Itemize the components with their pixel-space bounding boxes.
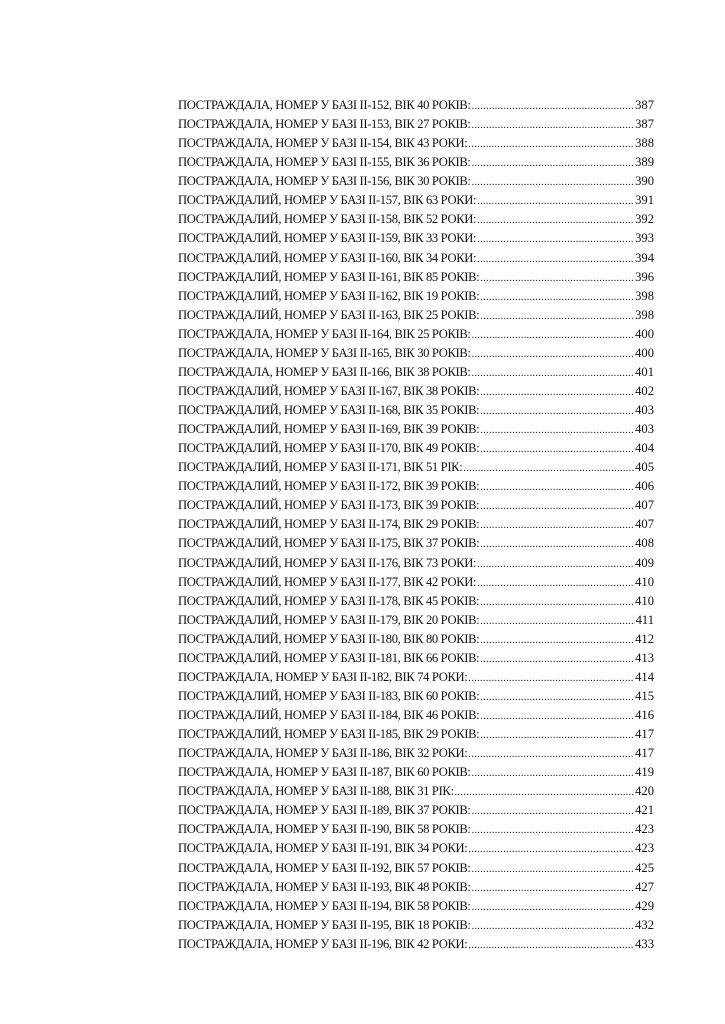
toc-dot-leader (477, 574, 634, 592)
toc-page-number: 389 (635, 155, 654, 170)
toc-dot-leader (480, 288, 634, 306)
toc-page-number: 423 (635, 841, 654, 856)
toc-page-number: 390 (635, 174, 654, 189)
toc-page-number: 417 (635, 727, 654, 742)
toc-entry-label: ПОСТРАЖДАЛИЙ, НОМЕР У БАЗІ ІІ-177, ВІК 42 РОКИ: (178, 574, 477, 589)
toc-dot-leader (472, 364, 635, 382)
toc-entry[interactable] (178, 916, 654, 935)
toc-entry[interactable] (178, 439, 654, 458)
toc-entry-label: ПОСТРАЖДАЛИЙ, НОМЕР У БАЗІ ІІ-181, ВІК 66 РОКІВ: (178, 650, 480, 665)
toc-dot-leader (472, 97, 635, 115)
toc-dot-leader (472, 345, 635, 363)
toc-dot-leader (472, 802, 635, 820)
toc-dot-leader (472, 898, 635, 916)
toc-dot-leader (468, 745, 634, 763)
toc-page-number: 396 (635, 269, 654, 284)
toc-page-number: 402 (635, 383, 654, 398)
toc-entry-label: ПОСТРАЖДАЛИЙ, НОМЕР У БАЗІ ІІ-161, ВІК 85 РОКІВ: (178, 269, 480, 284)
toc-dot-leader (472, 326, 635, 344)
toc-page-number: 387 (635, 98, 654, 112)
toc-dot-leader (480, 421, 634, 439)
toc-page-number: 427 (635, 879, 654, 894)
toc-entry[interactable] (178, 534, 654, 553)
toc-dot-leader (468, 669, 634, 687)
toc-entry-label: ПОСТРАЖДАЛИЙ, НОМЕР У БАЗІ ІІ-184, ВІК 46 РОКІВ: (178, 708, 480, 722)
toc-entry[interactable] (178, 820, 654, 839)
toc-entry-label: ПОСТРАЖДАЛИЙ, НОМЕР У БАЗІ ІІ-168, ВІК 35 РОКІВ: (178, 403, 480, 417)
toc-entry-label: ПОСТРАЖДАЛИЙ, НОМЕР У БАЗІ ІІ-183, ВІК 60 РОКІВ: (178, 688, 480, 703)
toc-entry[interactable] (178, 878, 654, 897)
toc-entry[interactable] (178, 134, 654, 153)
table-of-contents (178, 96, 654, 954)
toc-dot-leader (472, 154, 635, 172)
toc-entry-label: ПОСТРАЖДАЛА, НОМЕР У БАЗІ ІІ-188, ВІК 31 РІК: (178, 784, 454, 799)
toc-dot-leader (480, 593, 634, 611)
toc-page-number: 423 (635, 822, 654, 837)
toc-entry-label: ПОСТРАЖДАЛА, НОМЕР У БАЗІ ІІ-191, ВІК 34 РОКИ: (178, 841, 468, 856)
toc-entry[interactable] (178, 573, 654, 592)
toc-entry-label: ПОСТРАЖДАЛИЙ, НОМЕР У БАЗІ ІІ-160, ВІК 34 РОКИ: (178, 250, 477, 265)
toc-entry-label: ПОСТРАЖДАЛИЙ, НОМЕР У БАЗІ ІІ-162, ВІК 19 РОКІВ: (178, 288, 480, 303)
toc-dot-leader (480, 726, 634, 744)
toc-entry[interactable] (178, 839, 654, 858)
toc-entry-label: ПОСТРАЖДАЛИЙ, НОМЕР У БАЗІ ІІ-158, ВІК 52 РОКИ: (178, 212, 477, 227)
toc-page-number: 412 (635, 631, 654, 646)
toc-entry-label: ПОСТРАЖДАЛИЙ, НОМЕР У БАЗІ ІІ-173, ВІК 39 РОКІВ: (178, 498, 480, 513)
toc-dot-leader (480, 478, 634, 496)
toc-entry[interactable] (178, 420, 654, 439)
toc-dot-leader (480, 650, 634, 668)
toc-entry-label: ПОСТРАЖДАЛА, НОМЕР У БАЗІ ІІ-193, ВІК 48 РОКІВ: (178, 879, 471, 894)
toc-entry[interactable] (178, 229, 654, 248)
toc-page-number: 421 (635, 803, 654, 818)
toc-page-number: 391 (635, 193, 654, 208)
toc-entry[interactable] (178, 115, 654, 134)
toc-page-number: 410 (635, 593, 654, 608)
toc-page-number: 416 (635, 708, 654, 722)
toc-dot-leader (477, 211, 634, 229)
toc-page-number: 433 (635, 936, 654, 951)
toc-entry-label: ПОСТРАЖДАЛА, НОМЕР У БАЗІ ІІ-194, ВІК 58 РОКІВ: (178, 898, 471, 913)
toc-page-number: 415 (635, 688, 654, 703)
toc-dot-leader (463, 459, 634, 477)
toc-entry[interactable] (178, 496, 654, 515)
toc-entry[interactable] (178, 401, 654, 420)
toc-page-number: 425 (635, 860, 654, 875)
toc-entry[interactable] (178, 96, 654, 115)
toc-entry[interactable] (178, 191, 654, 210)
toc-page-number: 400 (635, 326, 654, 341)
toc-entry-label: ПОСТРАЖДАЛА, НОМЕР У БАЗІ ІІ-186, ВІК 32 РОКИ: (178, 746, 468, 761)
toc-dot-leader (480, 631, 634, 649)
toc-entry-label: ПОСТРАЖДАЛИЙ, НОМЕР У БАЗІ ІІ-185, ВІК 29 РОКІВ: (178, 727, 480, 742)
toc-entry[interactable] (178, 268, 654, 287)
toc-entry[interactable] (178, 172, 654, 191)
toc-entry-label: ПОСТРАЖДАЛИЙ, НОМЕР У БАЗІ ІІ-170, ВІК 49 РОКІВ: (178, 441, 480, 456)
toc-page-number: 388 (635, 136, 654, 151)
toc-entry-label: ПОСТРАЖДАЛА, НОМЕР У БАЗІ ІІ-164, ВІК 25 РОКІВ: (178, 326, 471, 341)
toc-entry[interactable] (178, 649, 654, 668)
toc-page-number: 407 (635, 517, 654, 532)
toc-page-number: 393 (635, 231, 654, 246)
toc-dot-leader (472, 116, 635, 134)
toc-page-number: 398 (635, 288, 654, 303)
toc-entry[interactable] (178, 725, 654, 744)
toc-entry[interactable] (178, 706, 654, 725)
toc-entry[interactable] (178, 592, 654, 611)
toc-entry[interactable] (178, 306, 654, 325)
toc-page-number: 429 (635, 898, 654, 913)
toc-dot-leader (477, 555, 634, 573)
toc-dot-leader (480, 707, 634, 725)
toc-dot-leader (480, 440, 634, 458)
toc-page-number: 403 (635, 422, 654, 437)
toc-entry-label: ПОСТРАЖДАЛИЙ, НОМЕР У БАЗІ ІІ-174, ВІК 29 РОКІВ: (178, 517, 480, 532)
toc-page-number: 406 (635, 479, 654, 494)
toc-entry-label: ПОСТРАЖДАЛИЙ, НОМЕР У БАЗІ ІІ-159, ВІК 33 РОКИ: (178, 231, 477, 246)
toc-page-number: 407 (635, 498, 654, 513)
toc-dot-leader (472, 821, 635, 839)
toc-entry-label: ПОСТРАЖДАЛА, НОМЕР У БАЗІ ІІ-196, ВІК 42 РОКИ: (178, 936, 468, 951)
toc-dot-leader (468, 936, 634, 954)
toc-entry[interactable] (178, 153, 654, 172)
toc-entry[interactable] (178, 363, 654, 382)
toc-dot-leader (477, 192, 634, 210)
toc-dot-leader (472, 917, 635, 935)
toc-page-number: 403 (635, 403, 654, 417)
toc-dot-leader (472, 764, 635, 782)
toc-page-number: 392 (635, 212, 654, 227)
toc-dot-leader (472, 879, 635, 897)
toc-entry-label: ПОСТРАЖДАЛИЙ, НОМЕР У БАЗІ ІІ-178, ВІК 45 РОКІВ: (178, 593, 480, 608)
toc-page-number: 398 (635, 307, 654, 322)
toc-entry-label: ПОСТРАЖДАЛИЙ, НОМЕР У БАЗІ ІІ-172, ВІК 39 РОКІВ: (178, 479, 480, 494)
toc-entry[interactable] (178, 782, 654, 801)
toc-page-number: 409 (635, 555, 654, 570)
toc-entry[interactable] (178, 763, 654, 782)
toc-entry-label: ПОСТРАЖДАЛИЙ, НОМЕР У БАЗІ ІІ-157, ВІК 63 РОКИ: (178, 193, 477, 208)
toc-dot-leader (480, 402, 634, 420)
toc-page-number: 417 (635, 746, 654, 761)
toc-entry[interactable] (178, 611, 654, 630)
toc-entry-label: ПОСТРАЖДАЛА, НОМЕР У БАЗІ ІІ-190, ВІК 58 РОКІВ: (178, 822, 471, 837)
toc-entry[interactable] (178, 477, 654, 496)
toc-dot-leader (468, 840, 634, 858)
toc-entry[interactable] (178, 210, 654, 229)
toc-entry[interactable] (178, 668, 654, 687)
toc-entry[interactable] (178, 897, 654, 916)
toc-page-number: 410 (635, 574, 654, 589)
toc-entry-label: ПОСТРАЖДАЛИЙ, НОМЕР У БАЗІ ІІ-167, ВІК 38 РОКІВ: (178, 383, 480, 398)
toc-entry[interactable] (178, 554, 654, 573)
toc-entry-label: ПОСТРАЖДАЛИЙ, НОМЕР У БАЗІ ІІ-179, ВІК 20 РОКІВ: (178, 612, 480, 627)
toc-entry[interactable] (178, 801, 654, 820)
toc-entry[interactable] (178, 382, 654, 401)
toc-dot-leader (480, 612, 634, 630)
toc-page-number: 414 (635, 669, 654, 684)
toc-dot-leader (480, 383, 634, 401)
toc-entry-label: ПОСТРАЖДАЛИЙ, НОМЕР У БАЗІ ІІ-171, ВІК 51 РІК: (178, 460, 463, 475)
toc-entry-label: ПОСТРАЖДАЛИЙ, НОМЕР У БАЗІ ІІ-169, ВІК 39 РОКІВ: (178, 422, 480, 437)
toc-entry[interactable] (178, 744, 654, 763)
toc-page-number: 408 (635, 536, 654, 551)
toc-page-number: 432 (635, 917, 654, 932)
toc-entry-label: ПОСТРАЖДАЛИЙ, НОМЕР У БАЗІ ІІ-176, ВІК 73 РОКИ: (178, 555, 477, 570)
toc-entry-label: ПОСТРАЖДАЛА, НОМЕР У БАЗІ ІІ-166, ВІК 38 РОКІВ: (178, 364, 471, 379)
toc-page-number: 387 (635, 117, 654, 132)
toc-entry-label: ПОСТРАЖДАЛА, НОМЕР У БАЗІ ІІ-165, ВІК 30 РОКІВ: (178, 345, 471, 360)
toc-entry[interactable] (178, 344, 654, 363)
toc-entry-label: ПОСТРАЖДАЛА, НОМЕР У БАЗІ ІІ-153, ВІК 27 РОКІВ: (178, 117, 471, 132)
toc-entry-label: ПОСТРАЖДАЛА, НОМЕР У БАЗІ ІІ-154, ВІК 43 РОКИ: (178, 136, 468, 151)
toc-entry-label: ПОСТРАЖДАЛА, НОМЕР У БАЗІ ІІ-156, ВІК 30 РОКІВ: (178, 174, 471, 189)
toc-page-number: 413 (635, 650, 654, 665)
toc-dot-leader (480, 269, 634, 287)
toc-dot-leader (477, 250, 634, 268)
toc-entry-label: ПОСТРАЖДАЛА, НОМЕР У БАЗІ ІІ-152, ВІК 40 РОКІВ: (178, 98, 471, 112)
toc-entry-label: ПОСТРАЖДАЛА, НОМЕР У БАЗІ ІІ-189, ВІК 37 РОКІВ: (178, 803, 471, 818)
toc-entry-label: ПОСТРАЖДАЛА, НОМЕР У БАЗІ ІІ-192, ВІК 57 РОКІВ: (178, 860, 471, 875)
toc-page-number: 401 (635, 364, 654, 379)
toc-entry-label: ПОСТРАЖДАЛИЙ, НОМЕР У БАЗІ ІІ-180, ВІК 80 РОКІВ: (178, 631, 480, 646)
toc-entry-label: ПОСТРАЖДАЛА, НОМЕР У БАЗІ ІІ-187, ВІК 60 РОКІВ: (178, 765, 471, 780)
toc-entry[interactable] (178, 325, 654, 344)
toc-page-number: 420 (635, 784, 654, 799)
toc-dot-leader (477, 230, 634, 248)
toc-entry[interactable] (178, 687, 654, 706)
toc-dot-leader (480, 535, 634, 553)
toc-page-number: 394 (635, 250, 654, 265)
toc-dot-leader (455, 783, 634, 801)
toc-entry-label: ПОСТРАЖДАЛИЙ, НОМЕР У БАЗІ ІІ-163, ВІК 25 РОКІВ: (178, 307, 480, 322)
toc-dot-leader (480, 497, 634, 515)
toc-entry-label: ПОСТРАЖДАЛА, НОМЕР У БАЗІ ІІ-182, ВІК 74 РОКИ: (178, 669, 468, 684)
toc-page-number: 411 (635, 612, 654, 627)
toc-entry-label: ПОСТРАЖДАЛА, НОМЕР У БАЗІ ІІ-195, ВІК 18 РОКІВ: (178, 917, 471, 932)
toc-entry-label: ПОСТРАЖДАЛА, НОМЕР У БАЗІ ІІ-155, ВІК 36 РОКІВ: (178, 155, 471, 170)
toc-dot-leader (480, 516, 634, 534)
toc-entry[interactable] (178, 287, 654, 306)
toc-dot-leader (480, 307, 634, 325)
toc-entry-label: ПОСТРАЖДАЛИЙ, НОМЕР У БАЗІ ІІ-175, ВІК 37 РОКІВ: (178, 536, 480, 551)
toc-dot-leader (472, 860, 635, 878)
toc-dot-leader (468, 135, 634, 153)
toc-dot-leader (472, 173, 635, 191)
toc-entry[interactable] (178, 515, 654, 534)
toc-dot-leader (480, 688, 634, 706)
toc-entry[interactable] (178, 458, 654, 477)
toc-page-number: 405 (635, 460, 654, 475)
toc-page-number: 419 (635, 765, 654, 780)
toc-page-number: 400 (635, 345, 654, 360)
toc-entry[interactable] (178, 859, 654, 878)
toc-page-number: 404 (635, 441, 654, 456)
toc-entry[interactable] (178, 935, 654, 954)
toc-entry[interactable] (178, 630, 654, 649)
toc-entry[interactable] (178, 249, 654, 268)
